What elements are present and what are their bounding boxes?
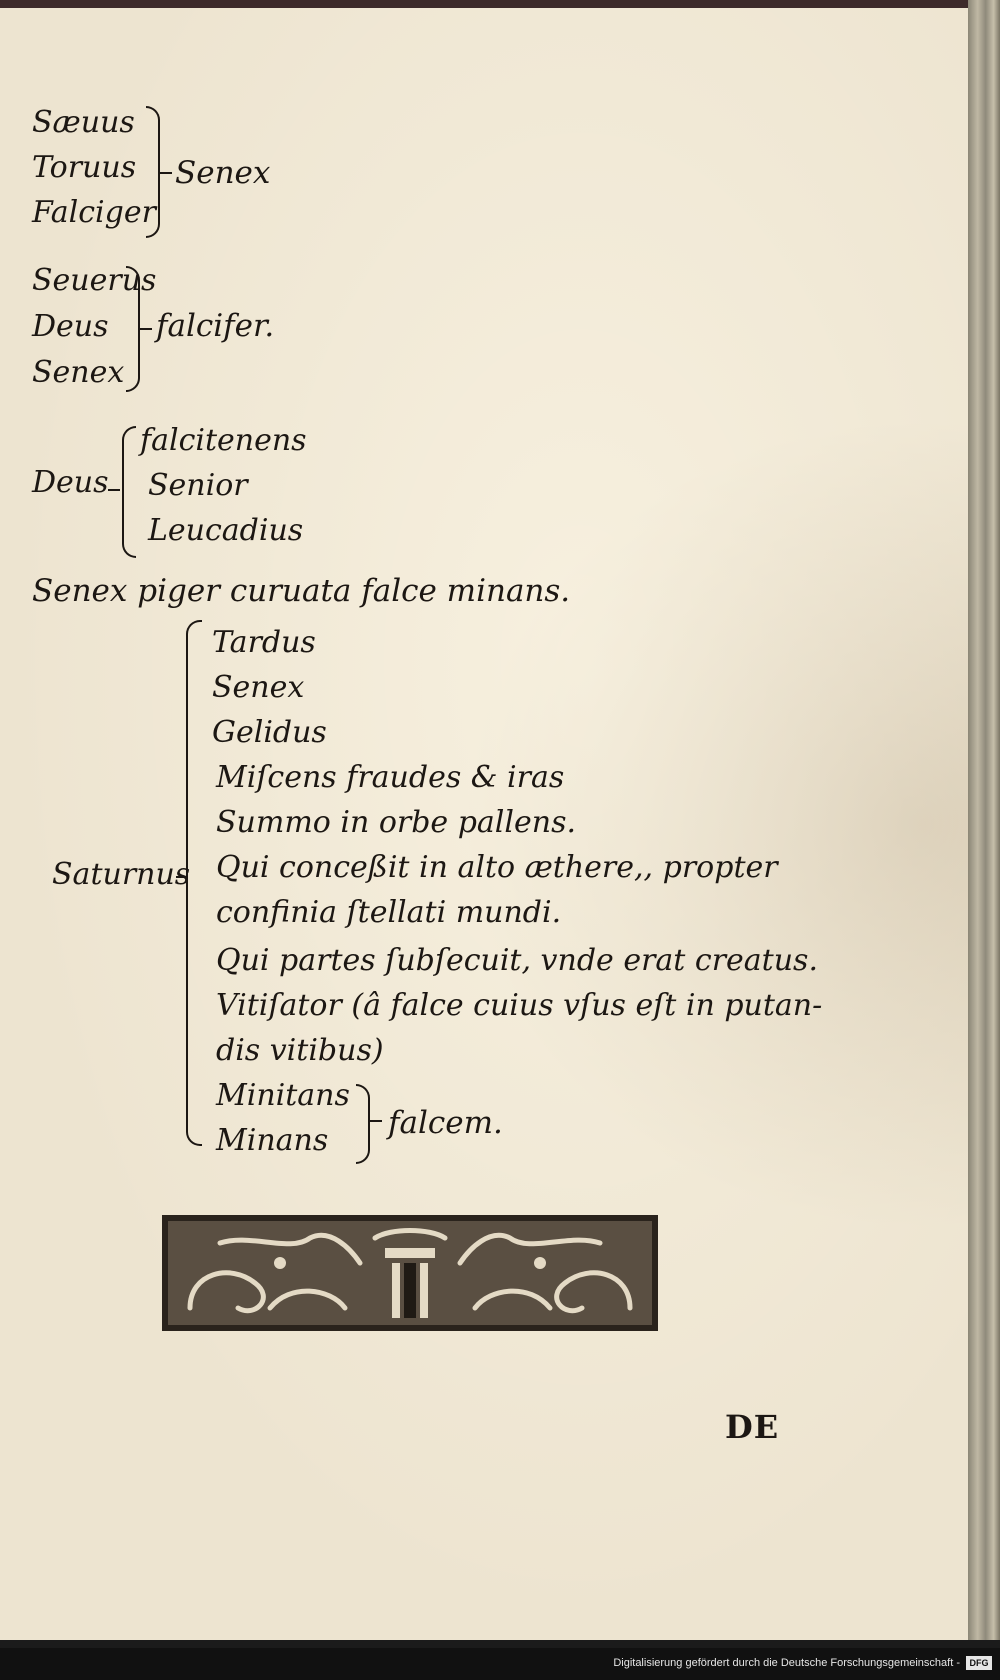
brace-tick bbox=[370, 1120, 382, 1122]
group3-head: Deus bbox=[32, 465, 109, 500]
catchword: DE bbox=[725, 1408, 780, 1446]
group1-result: Senex bbox=[175, 155, 271, 191]
brace-tick bbox=[140, 328, 152, 330]
group4-item-2: Senex bbox=[212, 670, 305, 705]
group1-item-1: Sæuus bbox=[32, 105, 135, 140]
group4-item-12: Minans bbox=[216, 1123, 329, 1158]
group4-item-4: Miſcens fraudes & iras bbox=[216, 760, 565, 795]
group4-head: Saturnus bbox=[52, 857, 191, 892]
group4-item-5: Summo in orbe pallens. bbox=[216, 805, 576, 840]
group2-item-2: Deus bbox=[32, 309, 109, 344]
bleed-through-texture bbox=[600, 66, 930, 1046]
group4-item-9: Vitiſator (â falce cuius vſus eſt in putan- bbox=[216, 988, 823, 1023]
group4-item-1: Tardus bbox=[212, 625, 316, 660]
group4-item-6: Qui conceßit in alto æthere,, propter bbox=[216, 850, 778, 885]
group3-item-2: Senior bbox=[148, 468, 248, 503]
brace-tick bbox=[108, 489, 120, 491]
brace-group1 bbox=[146, 106, 160, 238]
attribution-text: Digitalisierung gefördert durch die Deutsche Forschungsgemeinschaft - bbox=[613, 1657, 960, 1669]
group2-item-3: Senex bbox=[32, 355, 125, 390]
group4-item-11: Minitans bbox=[216, 1078, 350, 1113]
group4-item-10: dis vitibus) bbox=[216, 1033, 384, 1068]
text-line: Senex piger curuata falce minans. bbox=[32, 573, 571, 609]
group4-item-7: confinia ſtellati mundi. bbox=[216, 895, 562, 930]
attribution-bar bbox=[0, 1648, 1000, 1680]
brace-group3 bbox=[122, 426, 136, 558]
group3-item-3: Leucadius bbox=[148, 513, 304, 548]
group4-sub-result: falcem. bbox=[388, 1105, 503, 1141]
group2-item-1: Seuerus bbox=[32, 263, 157, 298]
group1-item-2: Toruus bbox=[32, 150, 137, 185]
group3-item-1: falcitenens bbox=[140, 423, 307, 458]
group1-item-3: Falciger bbox=[32, 195, 156, 230]
dfg-logo-icon: DFG bbox=[966, 1656, 992, 1670]
brace-group2 bbox=[126, 266, 140, 392]
page-fore-edge bbox=[968, 0, 1000, 1640]
group4-item-8: Qui partes ſubſecuit, vnde erat creatus. bbox=[216, 943, 818, 978]
group2-result: falcifer. bbox=[156, 308, 275, 344]
woodcut-ornament bbox=[160, 1213, 660, 1333]
brace-tick bbox=[160, 172, 172, 174]
group4-item-3: Gelidus bbox=[212, 715, 327, 750]
brace-group4-sub bbox=[356, 1084, 370, 1164]
